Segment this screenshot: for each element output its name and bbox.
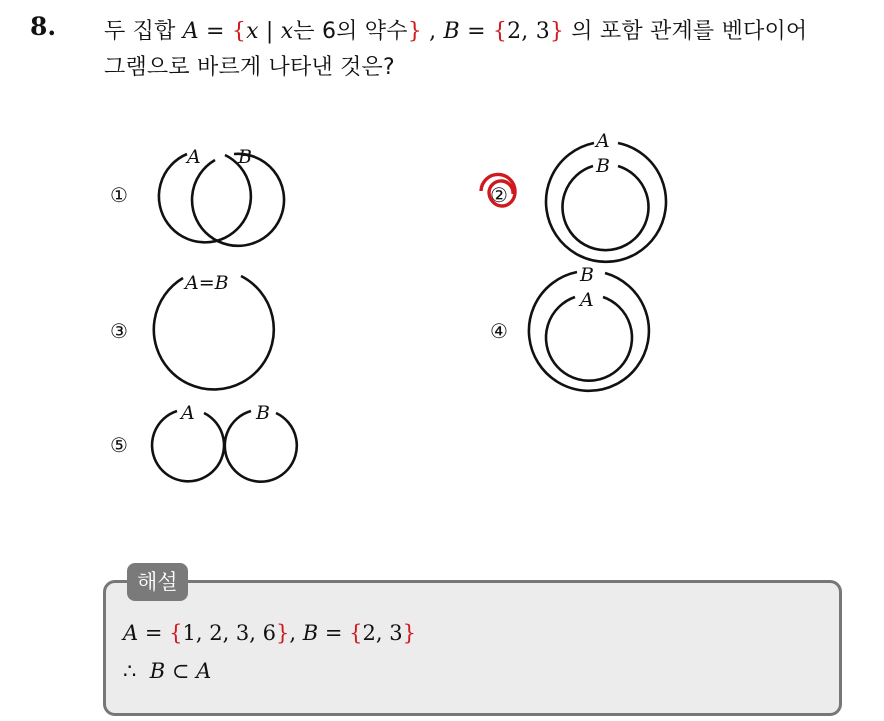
- brace-close: }: [407, 19, 422, 44]
- comma-separator: ,: [421, 19, 444, 44]
- solution-box: [103, 580, 842, 716]
- solution-line-1: [123, 621, 416, 645]
- sol-eq-b: =: [318, 621, 350, 645]
- choice-1[interactable]: [110, 146, 284, 246]
- question-suffix: 의 포함 관계를 벤다이어: [564, 19, 808, 44]
- question-number: 8.: [30, 12, 57, 41]
- set-a-name: A: [182, 19, 199, 44]
- sol-set-b: B: [302, 621, 319, 645]
- sol-set-a: A: [123, 621, 139, 645]
- choice-4-number: ④: [490, 319, 508, 343]
- choice-3-label: A=B: [185, 272, 229, 294]
- sol-elements-b: 2, 3: [362, 621, 403, 645]
- choice-4-label-outer: B: [580, 264, 594, 286]
- choice-2-label-inner: B: [596, 155, 610, 177]
- set-b-name: B: [443, 19, 460, 44]
- sol-brace-open-b: {: [349, 621, 363, 645]
- choice-1-label-b: B: [238, 146, 252, 168]
- choice-5-number: ⑤: [110, 433, 128, 457]
- sol-brace-open-a: {: [169, 621, 183, 645]
- choice-2-inner-circle: [563, 166, 649, 250]
- therefore-symbol: ∴: [123, 659, 137, 683]
- brace-open-b: {: [492, 19, 508, 44]
- equals-sign: =: [198, 19, 232, 44]
- choice-4-label-inner: A: [580, 289, 594, 311]
- choice-2-number: ②: [490, 183, 508, 207]
- choice-5-label-b: B: [256, 402, 270, 424]
- set-builder-bar: |: [258, 19, 281, 44]
- choice-3-number: ③: [110, 319, 128, 343]
- sol-brace-close-b: }: [402, 621, 416, 645]
- set-b-elements: 2, 3: [507, 19, 550, 44]
- sol-conclusion-b: B: [149, 659, 166, 683]
- choice-1-label-a: A: [187, 146, 201, 168]
- choice-5[interactable]: [110, 402, 297, 482]
- brace-open: {: [231, 19, 247, 44]
- subset-symbol: ⊂: [165, 659, 197, 683]
- solution-title-tab: 해설: [127, 563, 188, 601]
- choice-1-number: ①: [110, 183, 128, 207]
- solution-line-2: [123, 659, 211, 683]
- sol-conclusion-a: A: [196, 659, 212, 683]
- question-prefix: 두 집합: [104, 19, 183, 44]
- equals-sign-b: =: [459, 19, 493, 44]
- question-text-line-2: 그램으로 바르게 나타낸 것은?: [104, 55, 395, 80]
- var-x-condition: x: [280, 19, 294, 44]
- choice-3[interactable]: [110, 272, 274, 389]
- sol-elements-a: 1, 2, 3, 6: [182, 621, 276, 645]
- choice-2-label-outer: A: [596, 130, 610, 152]
- sol-brace-close-a: }: [276, 621, 290, 645]
- brace-close-b: }: [549, 19, 565, 44]
- choice-4[interactable]: [490, 264, 649, 391]
- sol-eq-a: =: [138, 621, 170, 645]
- choice-2[interactable]: [481, 130, 666, 262]
- set-condition-text: 는 6의 약수: [293, 19, 408, 44]
- var-x: x: [246, 19, 259, 44]
- sol-separator: ,: [289, 621, 303, 645]
- choice-5-label-a: A: [181, 402, 195, 424]
